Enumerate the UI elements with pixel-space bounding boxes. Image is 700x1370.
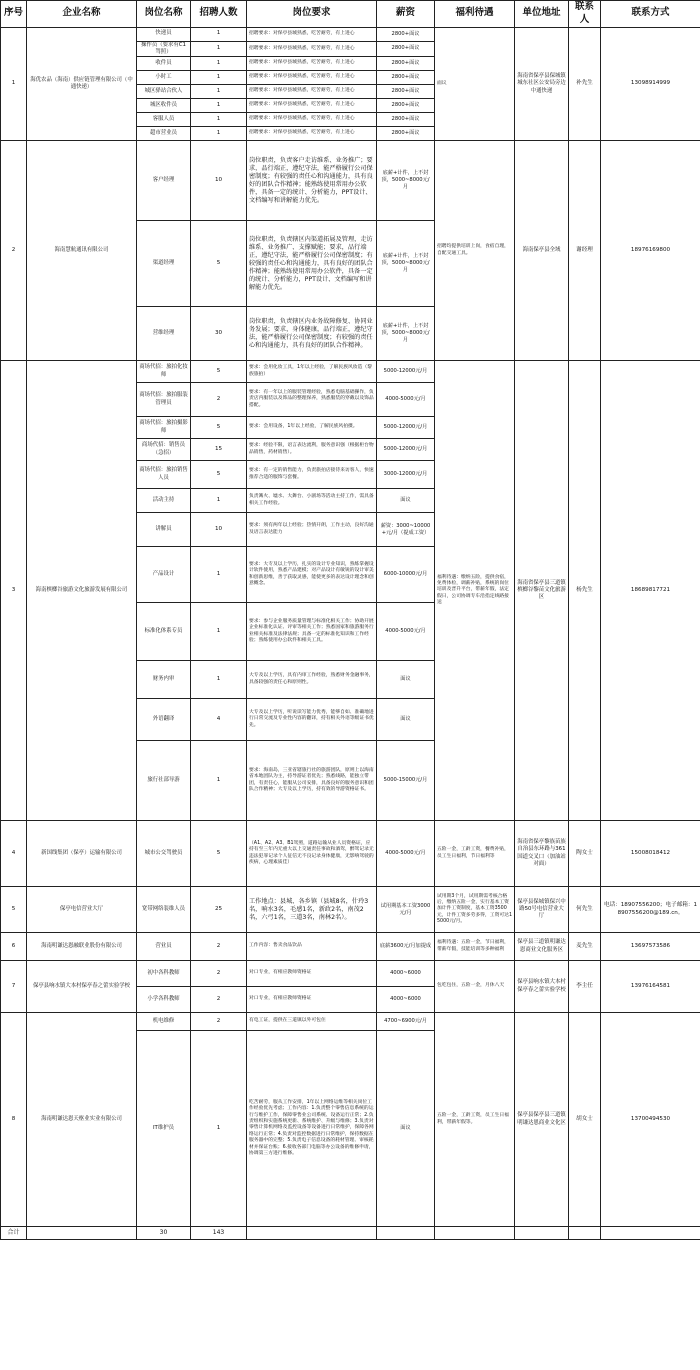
position-requirements: 招聘要求：对保亭县城熟悉，吃苦耐劳，有上进心 <box>247 57 377 71</box>
salary: 5000-12000元/月 <box>377 417 435 439</box>
table-row <box>1 887 700 933</box>
hire-count: 2 <box>191 1013 247 1031</box>
address: 保亭县保城镇保兴中路50号电信营业大厅 <box>515 887 569 933</box>
welfare: 面议 <box>435 27 515 141</box>
table-row <box>1 821 700 887</box>
header-phone: 联系方式 <box>601 1 700 28</box>
position-title: 客服人员 <box>137 113 191 127</box>
company-name: 海南槟榔谷旅游文化旅游发展有限公司 <box>27 361 137 821</box>
position-title: 客户经理 <box>137 141 191 221</box>
salary: 3000-12000元/月 <box>377 461 435 489</box>
position-title: 营维经理 <box>137 307 191 361</box>
contact-phone: 13098914999 <box>601 27 700 141</box>
salary: 薪资：3000~10000+元/月（提成工资） <box>377 513 435 547</box>
address: 海南省保亭县保城镇城东社区公安局旁边中通快递 <box>515 27 569 141</box>
hire-count: 1 <box>191 741 247 821</box>
contact-person: 陶女士 <box>569 821 601 887</box>
welfare: 福利待遇：缴纳五险，提供食宿，免费体检，调薪补贴，系统的岗位培训及晋升平台，带薪年假，法定假日，公司协调专车沿指定线路接送 <box>435 361 515 821</box>
company-name: 海南明谦达恩天枢业实业有限公司 <box>27 1013 137 1227</box>
hire-count: 1 <box>191 85 247 99</box>
position-requirements: 要求：经验不限，语言表达流利，服务意识强（根据柜台物品销售，药材销售）。 <box>247 439 377 461</box>
hire-count: 5 <box>191 461 247 489</box>
position-requirements: 招聘要求：对保亭县城熟悉，吃苦耐劳，有上进心 <box>247 41 377 57</box>
table-row <box>1 361 700 383</box>
salary: 2800+面议 <box>377 27 435 41</box>
salary: 面议 <box>377 699 435 741</box>
hire-count: 30 <box>191 307 247 361</box>
company-name: 海优农品（海南）供应链管理有限公司（中通快递） <box>27 27 137 141</box>
position-requirements: 工作地点：县城、各乡镇（县城8名，什玲3名，响水3名，毛感1名，新政2名，南茂2名，六弓1名，三道3名，南林2名）。 <box>247 887 377 933</box>
total-count: 143 <box>191 1227 247 1240</box>
hire-count: 15 <box>191 439 247 461</box>
position-title: 小学各科教师 <box>137 987 191 1013</box>
position-title: 城区驿站合伙人 <box>137 85 191 99</box>
row-number: 5 <box>1 887 27 933</box>
position-requirements: 大专及以上学历，听说读写能力优秀，能够自如、准确地进行日常交流及专业性内容的翻译，持有相关外语等级证书优先。 <box>247 699 377 741</box>
row-number: 8 <box>1 1013 27 1227</box>
contact-person: 何先生 <box>569 887 601 933</box>
position-requirements: 对口专业，有相应教师资格证 <box>247 987 377 1013</box>
welfare: 试用期3个月，试用期需考核合格后，缴纳五险一金，实行基本工资加计件工资制度，基本工资3500元，计件工资多劳多得，工资可达15000元/月。 <box>435 887 515 933</box>
position-title: 标准化体系专员 <box>137 603 191 661</box>
salary: 底薪+计件，上不封顶，5000~8000元/月 <box>377 221 435 307</box>
position-title: 商场代招：旅拍销售人员 <box>137 461 191 489</box>
position-title: 财务内审 <box>137 661 191 699</box>
address: 海南省保亭县三道镇槟榔谷黎苗文化旅游区 <box>515 361 569 821</box>
position-title: IT维护员 <box>137 1031 191 1227</box>
contact-phone: 18689817721 <box>601 361 700 821</box>
hire-count: 1 <box>191 99 247 113</box>
position-title: 外语翻译 <box>137 699 191 741</box>
position-requirements: 招聘要求：对保亭县城熟悉，吃苦耐劳，有上进心 <box>247 27 377 41</box>
position-requirements: 要求：大专及以上学历，扎实的设计专业知识，熟练掌握设计软件使用，熟悉产品建模；对产品设计有敏锐的设计审美和创新思维，善于获取灵感，能使更多的表达设计理念和创意概念。 <box>247 547 377 603</box>
header-requirements: 岗位要求 <box>247 1 377 28</box>
position-requirements: 有电工证，提供在三道镇以外可包住 <box>247 1013 377 1031</box>
position-title: 收件员 <box>137 57 191 71</box>
position-title: 商场代招：销售员（急招） <box>137 439 191 461</box>
position-requirements: 要求：有一定的销售能力，负责旅拍店接待来访客人，快速推荐合适的服饰与套餐。 <box>247 461 377 489</box>
hire-count: 1 <box>191 27 247 41</box>
table-row <box>1 961 700 987</box>
company-name: 海南慧航通讯有限公司 <box>27 141 137 361</box>
contact-person: 麦先生 <box>569 933 601 961</box>
total-row <box>1 1227 700 1240</box>
table-row <box>1 141 700 221</box>
position-requirements: 吃苦耐劳，服从工作安排，1年以上网络运维等相关岗位工作经验优先考虑；工作内容：1.负责整个零售信息系统的运行与维护工作，保障零售业公司系统、设备运行正常；2.负责组织和实施系统更新、系统维护、升级与维修；3.负责对零售计算机网络及监控设备等设备进行日常维护，保障各网络运行正常；4.负责对监控数据进行日常维护，保持数据在服务器中的完整；5.负责电子信息设备的耗材管理、审核耗材并保证台账；6.接收各部门电脑等办公设备的维修申请，协调第三方进行维修。 <box>247 1031 377 1227</box>
table-row <box>1 1013 700 1031</box>
position-requirements: 工作内容：售卖食品饮品 <box>247 933 377 961</box>
position-requirements: 招聘要求：对保亭县城熟悉，吃苦耐劳，有上进心 <box>247 71 377 85</box>
header-welfare: 福利待遇 <box>435 1 515 28</box>
hire-count: 2 <box>191 933 247 961</box>
company-name: 保亭电信营业大厅 <box>27 887 137 933</box>
salary: 5000-15000元/月 <box>377 741 435 821</box>
salary: 4000-5000元/月 <box>377 383 435 417</box>
welfare: 五险一金，工龄工资，餐费补贴，员工生日福利，节日福利等 <box>435 821 515 887</box>
company-name: 新国线集团（保亭）运输有限公司 <box>27 821 137 887</box>
salary: 2800+面议 <box>377 71 435 85</box>
table-row <box>1 27 700 41</box>
position-requirements: 招聘要求：对保亭县城熟悉，吃苦耐劳，有上进心 <box>247 113 377 127</box>
header-position: 岗位名称 <box>137 1 191 28</box>
position-title: 城市公交驾驶员 <box>137 821 191 887</box>
welfare: 包吃包住，五险一金，月休八天 <box>435 961 515 1013</box>
hire-count: 1 <box>191 547 247 603</box>
position-title: 宽带网络装维人员 <box>137 887 191 933</box>
contact-person: 胡女士 <box>569 1013 601 1227</box>
header-row <box>1 1 700 28</box>
hire-count: 1 <box>191 57 247 71</box>
salary: 2800+面议 <box>377 57 435 71</box>
position-requirements: 负责篝火、墟水、大舞台、小剧场等活动主持工作，需具备相关工作经验。 <box>247 489 377 513</box>
contact-person: 杨先生 <box>569 361 601 821</box>
position-title: 小时工 <box>137 71 191 85</box>
hire-count: 1 <box>191 661 247 699</box>
hire-count: 25 <box>191 887 247 933</box>
position-title: 讲解员 <box>137 513 191 547</box>
total-label: 合计 <box>1 1227 27 1240</box>
position-requirements: 招聘要求：对保亭县城熟悉，吃苦耐劳，有上进心 <box>247 99 377 113</box>
salary: 面议 <box>377 1031 435 1227</box>
salary: 6000-10000元/月 <box>377 547 435 603</box>
hire-count: 1 <box>191 113 247 127</box>
salary: 2800+面议 <box>377 85 435 99</box>
row-number: 7 <box>1 961 27 1013</box>
welfare: 福利待遇：五险一金，节日福利，带薪年假，技能培训等多种福利 <box>435 933 515 961</box>
address: 保亭县保亭县三道镇明谦达恩商业文化区 <box>515 1013 569 1227</box>
address: 保亭县响水镇大本村保亭春之蕾实验学校 <box>515 961 569 1013</box>
salary: 底薪+计件，上不封顶，5000~8000元/月 <box>377 141 435 221</box>
salary: 4000~6000 <box>377 987 435 1013</box>
contact-person: 李主任 <box>569 961 601 1013</box>
hire-count: 2 <box>191 987 247 1013</box>
position-requirements: 要求：会用化妆工具，1年以上经验，了解民族风妆造（黎族旅拍） <box>247 361 377 383</box>
salary: 试用期基本工资3000元/月 <box>377 887 435 933</box>
position-requirements: 要求：海南岛，三亚省辖旅行社的旅游团队，原则上以海南省本地团队为主，持导游证者优先；熟悉线路，能独立带团，有责任心，能服从公司安排，具备良好的服务意识和团队合作精神；大专及以上学历，持有效的导游资格证书。 <box>247 741 377 821</box>
position-requirements: 要求：参与企业服务质量管理与标准化相关工作；协助开展企业标准化认证、评审等相关工作；熟悉国家和旅游服务行业相关标准及法律法规；具备一定的标准化知识和工作经验；熟练使用办公软件和相关工具。 <box>247 603 377 661</box>
position-title: 渠道经理 <box>137 221 191 307</box>
salary: 4700~6900元/月 <box>377 1013 435 1031</box>
hire-count: 4 <box>191 699 247 741</box>
position-title: 活动主持 <box>137 489 191 513</box>
salary: 底薪3600元/月加提成 <box>377 933 435 961</box>
position-requirements: 要求：有一年以上的服装管理经验，熟悉电脑基础操作，负责店内服装以及饰品的整理保养，熟悉服装的穿戴以及饰品搭配。 <box>247 383 377 417</box>
contact-person: 谢经理 <box>569 141 601 361</box>
salary: 面议 <box>377 489 435 513</box>
company-name: 海南明谦达恩融联业股份有限公司 <box>27 933 137 961</box>
salary: 4000-5000元/月 <box>377 603 435 661</box>
salary: 2800+面议 <box>377 41 435 57</box>
hire-count: 10 <box>191 513 247 547</box>
hire-count: 5 <box>191 417 247 439</box>
hire-count: 2 <box>191 383 247 417</box>
salary: 2800+面议 <box>377 113 435 127</box>
position-title: 商场代招：旅拍服装管理员 <box>137 383 191 417</box>
hire-count: 5 <box>191 221 247 307</box>
hire-count: 1 <box>191 71 247 85</box>
position-title: 机电维修 <box>137 1013 191 1031</box>
position-title: 产品设计 <box>137 547 191 603</box>
row-number: 1 <box>1 27 27 141</box>
position-title: 超市营业员 <box>137 127 191 141</box>
position-requirements: （A1、A2、A3、B1驾照，道路运输从业人员资格证，应持有至三年内无重大以上交通责任事故和酒驾，醉驾记录无违法犯罪记录个人征信无不良记录身体健康，无影响驾驶的疾病，心理素质佳） <box>247 821 377 887</box>
hire-count: 1 <box>191 603 247 661</box>
row-number: 4 <box>1 821 27 887</box>
hire-count: 1 <box>191 489 247 513</box>
hire-count: 5 <box>191 361 247 383</box>
position-requirements: 要求：会用设备，1年以上经验，了解民族风拍摄。 <box>247 417 377 439</box>
hire-count: 1 <box>191 41 247 57</box>
position-requirements: 岗位职责，负责辖区内渠道拓展及管理，走访维系、业务推广、支撑赋能；要求，品行端正，遵纪守法，能严格履行公司保密制度；有较强的责任心和沟通能力，具有良好的团队合作精神；能熟练使用常用办公软件，具备一定的统计、分析能力，PPT设计、文档编写和讲解能力优先。 <box>247 221 377 307</box>
total-companies: 30 <box>137 1227 191 1240</box>
header-address: 单位地址 <box>515 1 569 28</box>
hire-count: 1 <box>191 1031 247 1227</box>
position-title: 营业员 <box>137 933 191 961</box>
hire-count: 2 <box>191 961 247 987</box>
header-count: 招聘人数 <box>191 1 247 28</box>
welfare: 五险一金，工龄工资，员工生日福利，带薪年假等。 <box>435 1013 515 1227</box>
contact-phone: 15008018412 <box>601 821 700 887</box>
welfare: 招聘均提供培训上岗，食宿自理，自配交通工具。 <box>435 141 515 361</box>
position-requirements: 对口专业，有相应教师资格证 <box>247 961 377 987</box>
position-requirements: 岗位职责，负责辖区内业务故障修复、协同业务发展；要求，身体健康，品行端正，遵纪守法，能严格履行公司保密制度；有较强的责任心和沟通能力，具有良好的团队合作精神。 <box>247 307 377 361</box>
row-number: 2 <box>1 141 27 361</box>
salary: 2800+面议 <box>377 99 435 113</box>
address: 海南省保亭黎族苗族自治县东环路与361国道交叉口（加油站对面） <box>515 821 569 887</box>
hire-count: 1 <box>191 127 247 141</box>
contact-person: 补先生 <box>569 27 601 141</box>
position-title: 商场代招：旅拍摄影师 <box>137 417 191 439</box>
contact-phone: 13976164581 <box>601 961 700 1013</box>
position-requirements: 招聘要求：对保亭县城熟悉，吃苦耐劳，有上进心 <box>247 85 377 99</box>
contact-phone: 电话：18907556200；电子邮箱：18907556200@189.cn。 <box>601 887 700 933</box>
header-contact: 联系人 <box>569 1 601 28</box>
salary: 面议 <box>377 661 435 699</box>
salary: 5000-12000元/月 <box>377 361 435 383</box>
contact-phone: 18976169800 <box>601 141 700 361</box>
position-title: 城区收件员 <box>137 99 191 113</box>
contact-phone: 13697573586 <box>601 933 700 961</box>
table-row <box>1 933 700 961</box>
salary: 2800+面议 <box>377 127 435 141</box>
position-title: 旅行社部导游 <box>137 741 191 821</box>
hire-count: 5 <box>191 821 247 887</box>
position-requirements: 岗位职责，负责客户走访维系、业务推广；要求，品行端正，遵纪守法，能严格履行公司保密制度；有较强的责任心和沟通能力，具有良好的团队合作精神；能熟练使用常用办公软件，具备一定的统计、分析能力，PPT设计、文档编写和讲解能力优先。 <box>247 141 377 221</box>
position-title: 快递员 <box>137 27 191 41</box>
position-title: 商场代招：旅拍化妆师 <box>137 361 191 383</box>
row-number: 3 <box>1 361 27 821</box>
salary: 4000~6000 <box>377 961 435 987</box>
salary: 4000-5000元/月 <box>377 821 435 887</box>
header-salary: 薪资 <box>377 1 435 28</box>
salary: 底薪+计件，上不封顶，5000~8000元/月 <box>377 307 435 361</box>
position-title: 操作员（要求有C1驾照） <box>137 41 191 57</box>
company-name: 保亭县响水镇大本村保亭春之蕾实验学校 <box>27 961 137 1013</box>
address: 海南保亭县全域 <box>515 141 569 361</box>
address: 保亭县三道镇明谦达恩商业文化服务区 <box>515 933 569 961</box>
contact-phone: 13700494530 <box>601 1013 700 1227</box>
row-number: 6 <box>1 933 27 961</box>
header-company: 企业名称 <box>27 1 137 28</box>
salary: 5000-12000元/月 <box>377 439 435 461</box>
position-requirements: 大专及以上学历，具有内审工作经验，熟悉财务金融事务，具备较强的责任心和原则性。 <box>247 661 377 699</box>
position-title: 初中各科教师 <box>137 961 191 987</box>
hire-count: 10 <box>191 141 247 221</box>
position-requirements: 招聘要求：对保亭县城熟悉，吃苦耐劳，有上进心 <box>247 127 377 141</box>
position-requirements: 要求：须有两年以上经验；热情开朗，工作主动，良好沟通及语言表达能力 <box>247 513 377 547</box>
header-no: 序号 <box>1 1 27 28</box>
